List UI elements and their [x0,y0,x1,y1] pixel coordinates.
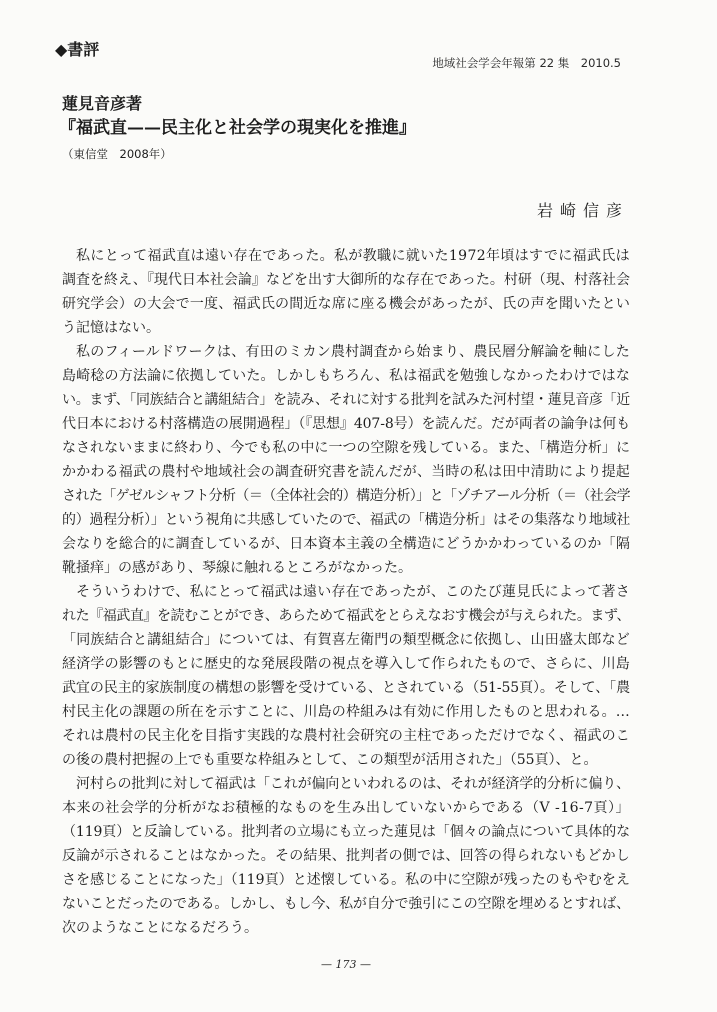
text-line: された「ゲゼルシャフト分析（＝（全体社会的）構造分析）」と「ゾチアール分析（＝（社会学 [62,488,630,504]
book-publisher: （東信堂 2008年） [62,147,172,161]
text-line: 会なりを総合的に調査しているが、日本資本主義の全構造にどうかかわっているのか「隔 [62,536,630,552]
paragraph [62,772,630,940]
text-line: 研究学会）の大会で一度、福武氏の間近な席に座る機会があったが、氏の声を聞いたとい [62,296,630,312]
text-line: そういうわけで、私にとって福武は遠い存在であったが、このたび蓮見氏によって著さ [76,584,630,600]
text-line: ないことだったのである。しかし、もし今、私が自分で強引にこの空隙を埋めるとすれば、 [62,896,630,912]
paragraph [62,244,630,340]
book-title: 『福武直——民主化と社会学の現実化を推進』 [59,118,416,138]
section-label: ◆書評 [55,40,100,59]
paragraph [62,340,630,580]
text-line: 私にとって福武直は遠い存在であった。私が教職に就いた1972年頃はすでに福武氏は [76,248,630,264]
text-line: 靴掻痒」の感があり、琴線に触れるところがなかった。 [62,560,412,576]
text-line: 武宜の民主的家族制度の構想の影響を受けている、とされている（51-55頁）。そして、「農 [62,680,630,696]
text-line: 代日本における村落構造の展開過程」（『思想』407-8号）を読んだ。だが両者の論争は何も [62,416,630,432]
text-line: 的）過程分析）」という視角に共感していたので、福武の「構造分析」はその集落なり地域社 [62,512,630,528]
text-line: 調査を終え、『現代日本社会論』などを出す大御所的な存在であった。村研（現、村落社会 [62,272,630,288]
text-line: 経済学の影響のもとに歴史的な発展段階の視点を導入して作られたもので、さらに、川島 [62,656,630,672]
text-line: それは農村の民主化を目指す実践的な農村社会研究の主柱であっただけでなく、福武のこ [62,728,630,744]
text-line: 私のフィールドワークは、有田のミカン農村調査から始まり、農民層分解論を軸にした [76,344,630,360]
text-line: さを感じることになった」（119頁）と述懐している。私の中に空隙が残ったのもやむをえ [62,872,630,888]
paragraph [62,580,630,772]
body-text [62,244,630,940]
text-line: なされないままに終わり、今でも私の中に一つの空隙を残している。また、「構造分析」に [62,440,630,456]
journal-header: 地域社会学会年報第 22 集 2010.5 [432,56,621,70]
text-line: （119頁）と反論している。批判者の立場にも立った蓮見は「個々の論点について具体的な [62,824,630,840]
text-line: 村民主化の課題の所在を示すことに、川島の枠組みは有効に作用したものと思われる。… [62,704,630,720]
reviewer-name: 岩崎信彦 [536,201,629,220]
page-number: — 173 — [321,958,371,971]
text-line: 反論が示されることはなかった。その結果、批判者の側では、回答の得られないもどかし [62,848,630,864]
text-line: れた『福武直』を読むことができ、あらためて福武をとらえなおす機会が与えられた。まず、 [62,608,630,624]
text-line: 島崎稔の方法論に依拠していた。しかしもちろん、私は福武を勉強しなかったわけではな [62,368,630,384]
text-line: 本来の社会学的分析がなお積極的なものを生み出していないからである（V -16-7頁）」 [62,800,630,816]
text-line: い。まず、「同族結合と講組結合」を読み、それに対する批判を試みた河村望・蓮見音彦「近 [62,392,630,408]
text-line: 次のようなことになるだろう。 [62,920,258,936]
text-line: 「同族結合と講組結合」については、有賀喜左衛門の類型概念に依拠し、山田盛太郎など [62,632,630,648]
text-line: の後の農村把握の上でも重要な枠組みとして、この類型が活用された」（55頁）、と。 [62,752,598,768]
book-author-line: 蓮見音彦著 [62,94,143,113]
text-line: 河村らの批判に対して福武は「これが偏向といわれるのは、それが経済学的分析に偏り、 [76,776,630,792]
text-line: う記憶はない。 [62,320,160,336]
text-line: かかわる福武の農村や地域社会の調査研究書を読んだが、当時の私は田中清助により提起 [62,464,630,480]
